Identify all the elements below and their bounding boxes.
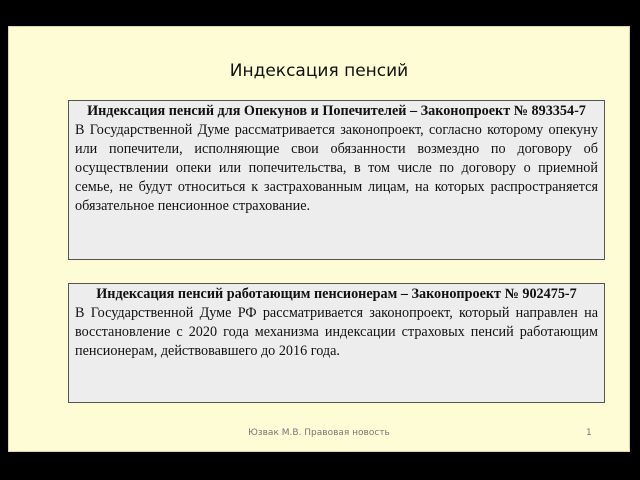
page-number: 1	[586, 428, 592, 438]
slide	[8, 26, 630, 452]
card-body: В Государственной Думе РФ рассматривается законопроект, который направлен на восстановление с 2020 года механизма индексации страховых пенсий работающим пенсионерам, действовавшего до 2016 года.	[75, 305, 598, 359]
bill-card-guardians	[68, 100, 605, 260]
footer-author: Юзвак М.В. Правовая новость	[248, 428, 390, 438]
card-heading: Индексация пенсий для Опекунов и Попечителей – Законопроект № 893354-7	[87, 103, 586, 119]
card-body: В Государственной Думе рассматривается законопроект, согласно которому опекуну или попечители, исполняющие свои обязанности возмездно по договору об осуществлении опеки или попечительства, в том числе по договору о приемной семье, не будут относиться к застрахованным лицам, на которых распространяется обязательное пенсионное страхование.	[75, 122, 598, 214]
card-heading: Индексация пенсий работающим пенсионерам – Законопроект № 902475-7	[96, 286, 577, 302]
slide-title: Индексация пенсий	[229, 61, 409, 81]
bill-card-working-pensioners	[68, 283, 605, 403]
